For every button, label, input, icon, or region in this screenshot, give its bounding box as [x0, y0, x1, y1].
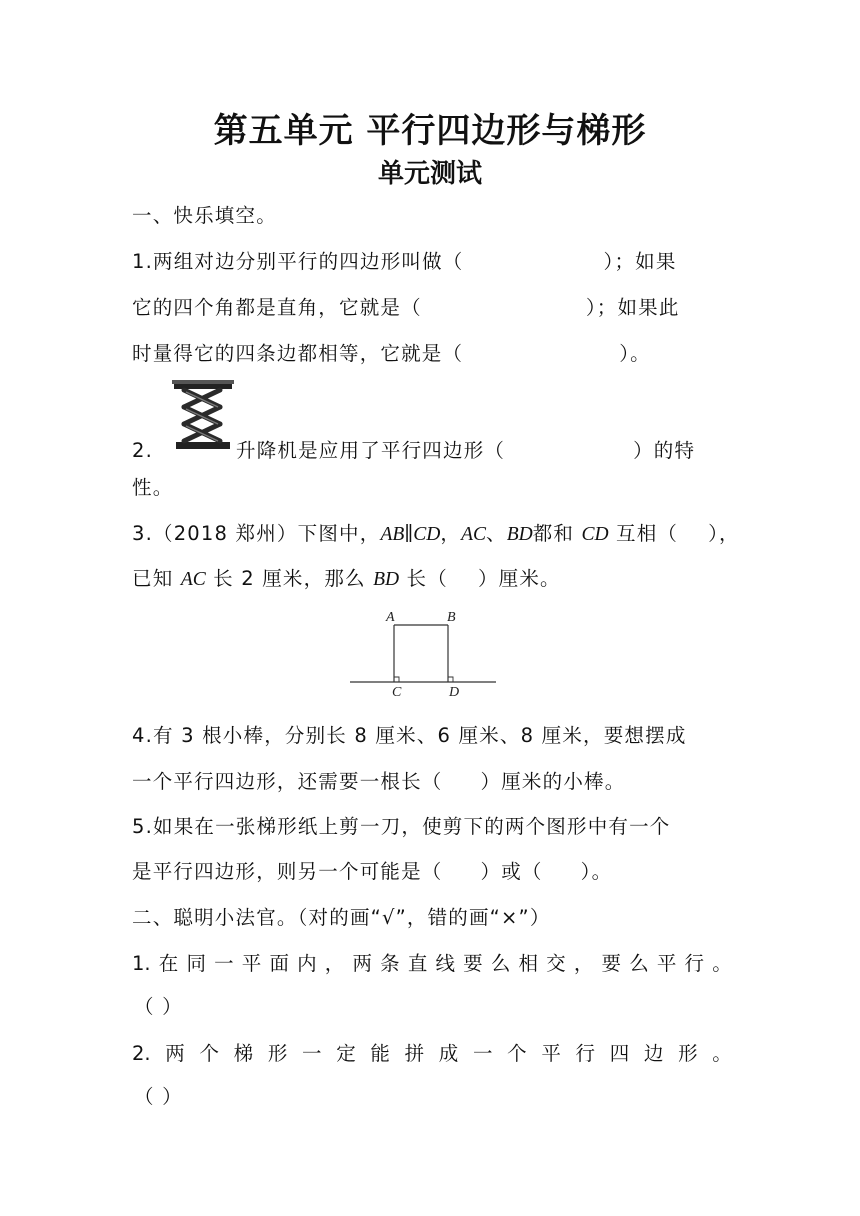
scissor-lift-image — [172, 380, 234, 450]
section2-heading: 二、聪明小法官。（对的画“√”，错的画“×”） — [132, 906, 551, 929]
s2-q2-char: 一 — [302, 1042, 322, 1065]
math-ab-parallel-cd: AB∥CD — [380, 524, 441, 545]
section1-heading: 一、快乐填空。 — [132, 204, 277, 227]
s2-q2-char: 平 — [541, 1042, 561, 1065]
s2-q2-line — [132, 1040, 732, 1068]
q4-text: 一个平行四边形，还需要一根长（ — [132, 770, 443, 793]
s2-q1-char: 两 — [352, 952, 372, 975]
s2-q2-char: 能 — [370, 1042, 390, 1065]
s2-q2-char: 2. — [132, 1042, 151, 1065]
math-cd: CD — [581, 524, 609, 545]
q5-line2 — [132, 858, 732, 886]
q3-text: 都和 — [532, 522, 582, 545]
q3-text: ， — [440, 522, 462, 545]
q3-text: 长 2 厘米，那么 — [205, 567, 374, 590]
s2-q2-char: 两 — [165, 1042, 185, 1065]
math-ac: AC — [180, 569, 206, 590]
s2-q2-char: 。 — [712, 1042, 732, 1065]
q1-text: ）。 — [619, 342, 651, 365]
s2-q2-answer-paren[interactable]: （ ） — [134, 1085, 183, 1108]
q1-line3 — [132, 340, 732, 368]
s2-q1-char: 1. — [132, 952, 151, 975]
math-ac: AC — [461, 524, 486, 545]
s2-q1-char: 在 — [158, 952, 179, 975]
q3-line1 — [132, 520, 740, 549]
page-subtitle: 单元测试 — [377, 159, 482, 189]
s2-q1-char: 要 — [463, 952, 483, 975]
s2-q1-char: 么 — [490, 952, 511, 975]
label-b: B — [447, 610, 456, 625]
s2-q2-char: 个 — [199, 1042, 219, 1065]
q3-text: 互相（ — [608, 522, 679, 545]
s2-q1-char: 线 — [435, 952, 455, 975]
s2-q2-char: 梯 — [233, 1042, 254, 1065]
s2-q2-char: 拼 — [404, 1042, 425, 1065]
q3-text: 已知 — [132, 567, 181, 590]
right-angle-c — [394, 677, 399, 682]
q1-text: ）；如果 — [603, 250, 677, 273]
s2-q1-char: 。 — [712, 952, 732, 975]
q1-text: 时量得它的四条边都相等，它就是（ — [132, 342, 464, 365]
right-angle-d — [448, 677, 453, 682]
q5-line1: 5.如果在一张梯形纸上剪一刀，使剪下的两个图形中有一个 — [132, 815, 671, 838]
s2-q1-char: 平 — [241, 952, 262, 975]
s2-q1-char: 直 — [407, 952, 428, 975]
q4-line2 — [132, 768, 732, 796]
s2-q2-char: 成 — [438, 1042, 459, 1065]
q3-text: ）厘米。 — [477, 567, 561, 590]
q2-text: 升降机是应用了平行四边形（ — [236, 439, 506, 462]
q5-text: 是平行四边形，则另一个可能是（ — [132, 860, 443, 883]
q1-line2 — [132, 294, 732, 322]
page-title: 第五单元 平行四边形与梯形 — [213, 111, 647, 151]
geometry-figure — [348, 606, 498, 698]
q2-number: 2. — [132, 439, 154, 462]
label-a: A — [386, 610, 395, 625]
s2-q2-char: 四 — [609, 1042, 630, 1065]
s2-q2-char: 定 — [336, 1042, 356, 1065]
q5-text: ）或（ — [480, 860, 543, 883]
s2-q1-char: 要 — [601, 952, 622, 975]
q3-line2 — [132, 565, 732, 594]
s2-q2-char: 个 — [507, 1042, 527, 1065]
s2-q1-char: 同 — [186, 952, 206, 975]
q3-text: 长（ — [399, 567, 448, 590]
s2-q1-char: 相 — [518, 952, 539, 975]
q1-line1 — [132, 248, 732, 276]
s2-q2-char: 形 — [678, 1042, 698, 1065]
s2-q1-char: 内 — [297, 952, 317, 975]
label-d: D — [449, 685, 460, 698]
s2-q1-line — [132, 950, 732, 978]
s2-q2-char: 边 — [643, 1042, 664, 1065]
q3-text: 、 — [485, 522, 507, 545]
s2-q1-char: 面 — [269, 952, 289, 975]
s2-q1-char: ， — [573, 952, 594, 975]
q4-line1: 4.有 3 根小棒，分别长 8 厘米、6 厘米、8 厘米，要想摆成 — [132, 724, 687, 747]
q1-text: 它的四个角都是直角，它就是（ — [132, 296, 422, 319]
s2-q1-char: ， — [324, 952, 345, 975]
q3-text: ）， — [708, 522, 740, 545]
s2-q1-char: 平 — [656, 952, 677, 975]
q1-text: ）；如果此 — [585, 296, 680, 319]
q1-text: 1.两组对边分别平行的四边形叫做（ — [132, 250, 464, 273]
q2-line1 — [236, 437, 732, 465]
q5-text: ）。 — [580, 860, 613, 883]
q3-text: 3.（2018 郑州）下图中， — [132, 522, 381, 545]
s2-q1-answer-paren[interactable]: （ ） — [134, 995, 183, 1018]
q2-line2: 性。 — [132, 476, 174, 499]
s2-q2-char: 形 — [267, 1042, 288, 1065]
s2-q1-char: 一 — [214, 952, 234, 975]
s2-q2-char: 行 — [575, 1042, 596, 1065]
math-bd: BD — [373, 569, 400, 590]
label-c: C — [392, 685, 402, 698]
s2-q1-char: 条 — [380, 952, 400, 975]
q4-text: ）厘米的小棒。 — [480, 770, 626, 793]
s2-q1-char: 么 — [629, 952, 649, 975]
s2-q1-char: 交 — [546, 952, 566, 975]
math-bd: BD — [506, 524, 533, 545]
q2-text: ）的特 — [633, 439, 696, 462]
s2-q1-char: 行 — [684, 952, 705, 975]
s2-q2-char: 一 — [472, 1042, 493, 1065]
